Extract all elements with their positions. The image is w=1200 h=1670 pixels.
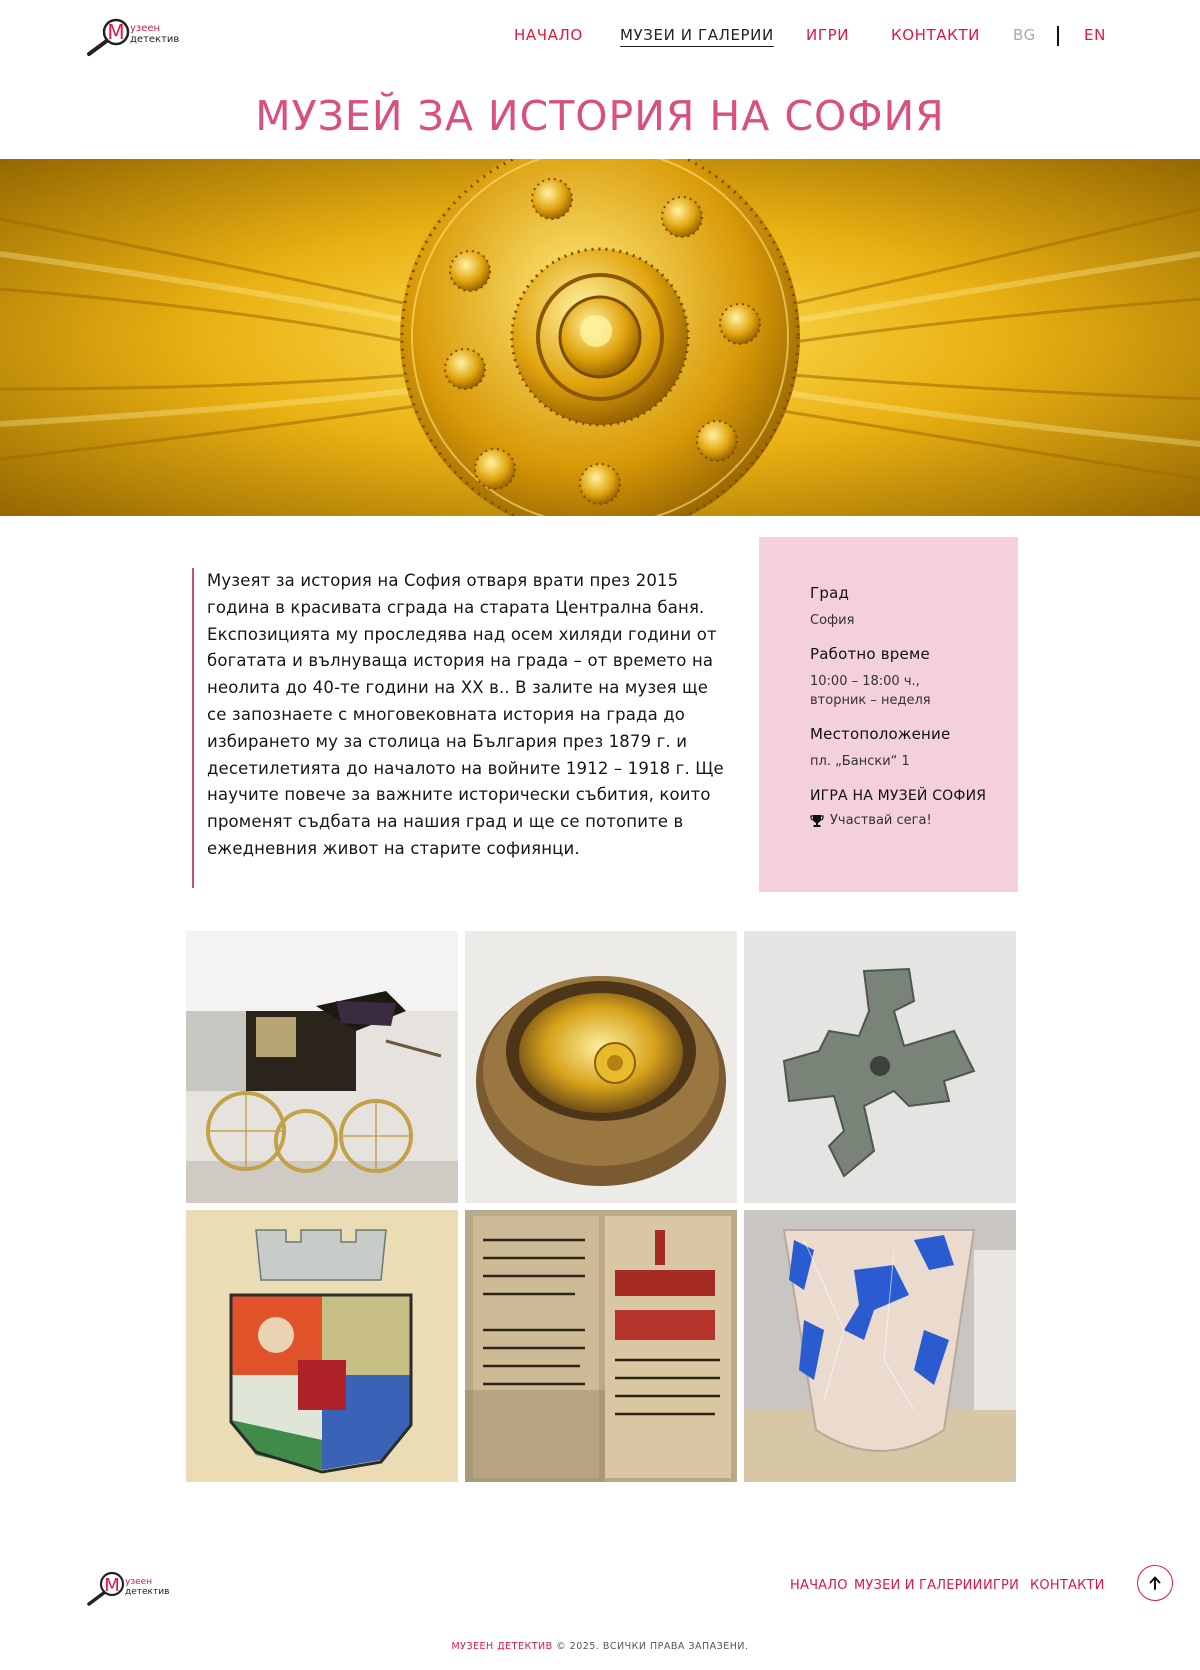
gallery-image-coat-of-arms[interactable] [186,1210,458,1482]
image-gallery [186,931,1015,1481]
footer-nav-contacts[interactable]: КОНТАКТИ [1030,1578,1105,1593]
footer-logo-word-2: детектив [125,1587,170,1597]
lang-en[interactable]: EN [1084,26,1106,44]
main-nav [0,26,1200,50]
nav-home[interactable]: НАЧАЛО [514,26,583,44]
footer-nav-games[interactable]: ИГРИ [983,1578,1020,1593]
trophy-icon [810,814,824,828]
hours-line-1: 10:00 – 18:00 ч., [810,674,920,689]
gallery-image-stone-amulet[interactable] [744,931,1016,1203]
copyright [0,1641,1200,1652]
site-header [0,0,1200,72]
description-text: Музеят за история на София отваря врати през 2015 година в красивата сграда на старата Централна баня. Експозицията му проследява над осем хиляди години от богатата и вълнуваща история на града – от времето на неолита до 40-те години на XX в.. В залите на музея ще се запознаете с многовековната история на града до избирането му за столица на България през 1879 г. и десетилетията до началото на войните 1912 – 1918 г. Ще научите повече за важните исторически събития, които променят съдбата на нашия град и ще се потопите в ежедневния живот на старите софиянци. [207,571,724,858]
language-divider [1057,26,1059,46]
lang-bg[interactable]: BG [1013,26,1036,44]
footer-logo-letter: М [104,1575,120,1596]
gallery-image-glass-cup[interactable] [744,1210,1016,1482]
location-value: пл. „Бански“ 1 [810,754,910,769]
scroll-to-top-button[interactable] [1137,1565,1173,1601]
city-value: София [810,613,855,628]
footer-nav-home[interactable]: НАЧАЛО [790,1578,848,1593]
arrow-up-icon [1147,1575,1163,1591]
footer-nav [0,1578,1200,1598]
city-label: Град [810,584,850,602]
copyright-text: © 2025. ВСИЧКИ ПРАВА ЗАПАЗЕНИ. [552,1641,749,1652]
logo-word-2: детектив [130,34,180,45]
footer-logo-word-1: узеен [125,1577,153,1587]
copyright-brand: МУЗЕЕН ДЕТЕКТИВ [451,1641,553,1652]
hero-image-gold-ornament [0,159,1200,516]
museum-description [192,568,732,888]
gallery-image-carriage[interactable] [186,931,458,1203]
game-title: ИГРА НА МУЗЕЙ СОФИЯ [810,788,987,804]
nav-games[interactable]: ИГРИ [806,26,850,44]
footer-nav-museums[interactable]: МУЗЕИ И ГАЛЕРИИ [854,1578,983,1593]
gallery-image-manuscript[interactable] [465,1210,737,1482]
play-now-link[interactable] [810,813,992,828]
gallery-image-golden-bowl[interactable] [465,931,737,1203]
page-title: МУЗЕЙ ЗА ИСТОРИЯ НА СОФИЯ [255,92,945,140]
location-label: Местоположение [810,725,951,743]
logo-letter: М [107,20,125,44]
hours-line-2: вторник – неделя [810,693,931,708]
hours-value [810,672,992,710]
nav-contacts[interactable]: КОНТАКТИ [891,26,980,44]
play-now-label: Участвай сега! [830,813,932,828]
nav-museums[interactable]: МУЗЕИ И ГАЛЕРИИ [620,26,774,47]
logo-word-1: узеен [130,23,161,34]
hours-label: Работно време [810,645,930,663]
museum-info-card [759,537,1018,892]
